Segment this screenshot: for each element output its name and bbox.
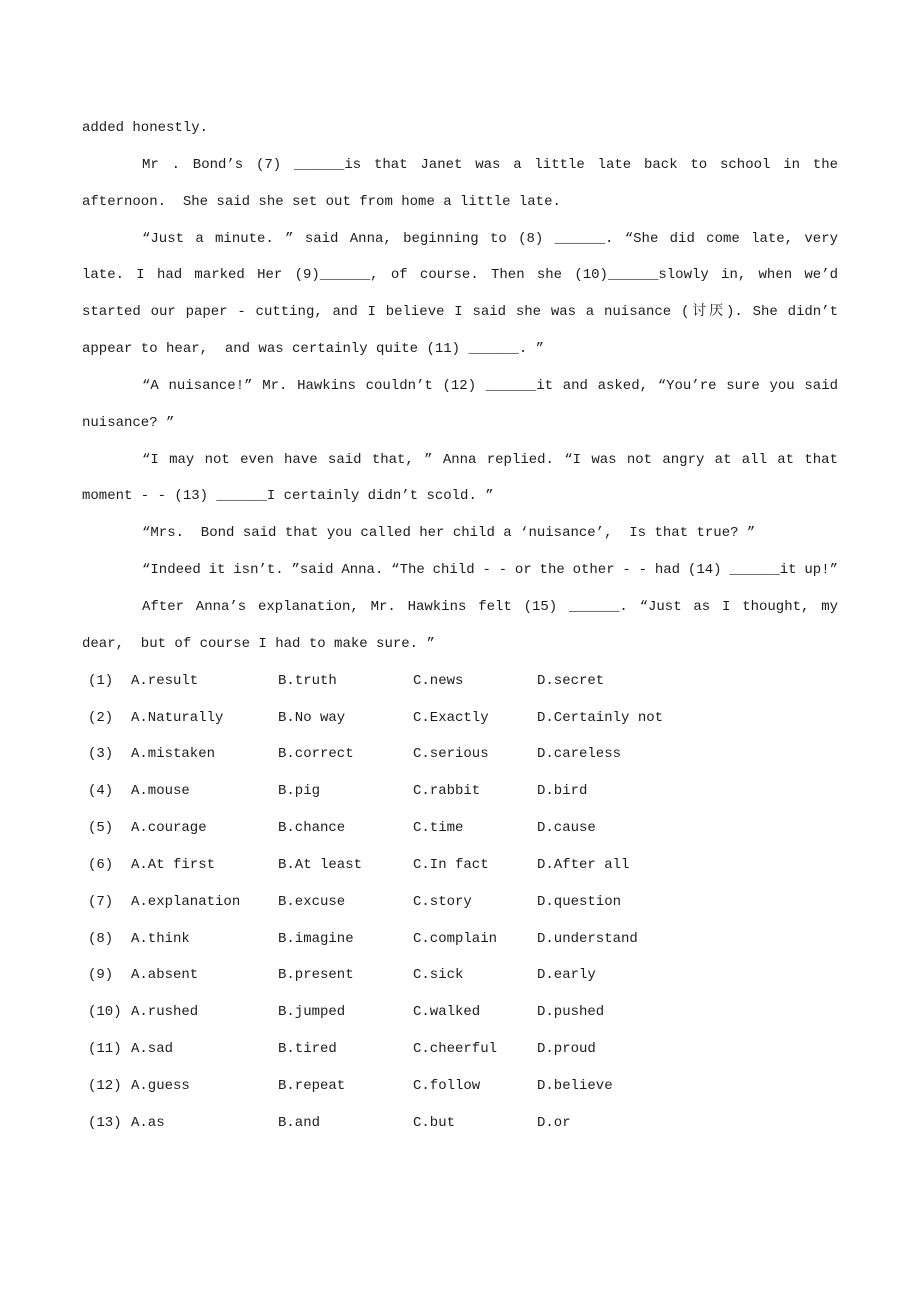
option-b: B.and: [278, 1114, 321, 1131]
text-line: “Just a minute. ” said Anna, beginning to (8) ______. “She did come late, very: [142, 230, 838, 247]
option-b: B.No way: [278, 709, 346, 726]
question-row: [82, 773, 838, 810]
text-line: dear, but of course I had to make sure. ”: [82, 635, 435, 652]
option-c: C.walked: [413, 1004, 481, 1021]
text-line: moment - - (13) ______I certainly didn’t scold. ”: [82, 488, 494, 505]
question-row: [82, 884, 838, 921]
option-d: D.early: [537, 967, 596, 984]
question-number: (5): [88, 820, 114, 837]
option-d: D.careless: [537, 746, 622, 763]
option-d: D.Certainly not: [537, 709, 664, 726]
option-b: B.jumped: [278, 1004, 346, 1021]
option-d: D.cause: [537, 820, 596, 837]
option-a: A.Naturally: [131, 709, 224, 726]
option-b: B.repeat: [278, 1077, 346, 1094]
question-number: (1): [88, 672, 114, 689]
option-c: C.sick: [413, 967, 464, 984]
option-b: B.chance: [278, 820, 346, 837]
option-a: A.mouse: [131, 783, 190, 800]
text-line: “Mrs. Bond said that you called her child a ‘nuisance’, Is that true? ”: [142, 525, 756, 542]
option-d: D.believe: [537, 1077, 613, 1094]
question-number: (7): [88, 893, 114, 910]
question-row: [82, 847, 838, 884]
option-b: B.imagine: [278, 930, 354, 947]
option-a: A.sad: [131, 1041, 174, 1058]
option-c: C.rabbit: [413, 783, 481, 800]
option-a: A.as: [131, 1114, 165, 1131]
option-a: A.rushed: [131, 1004, 199, 1021]
option-b: B.pig: [278, 783, 321, 800]
question-number: (12): [88, 1077, 122, 1094]
question-number: (2): [88, 709, 114, 726]
option-a: A.guess: [131, 1077, 190, 1094]
option-a: A.explanation: [131, 893, 241, 910]
question-row: [82, 700, 838, 737]
text-line: started our paper - cutting, and I believe I said she was a nuisance (讨厌). She didn’t: [82, 304, 838, 321]
question-number: (3): [88, 746, 114, 763]
option-c: C.follow: [413, 1077, 481, 1094]
question-row: [82, 663, 838, 700]
question-number: (4): [88, 783, 114, 800]
option-d: D.question: [537, 893, 622, 910]
option-b: B.truth: [278, 672, 337, 689]
question-row: [82, 810, 838, 847]
option-d: D.pushed: [537, 1004, 605, 1021]
question-row: [82, 1105, 838, 1142]
question-row: [82, 1031, 838, 1068]
option-d: D.secret: [537, 672, 605, 689]
question-number: (13): [88, 1114, 122, 1131]
question-number: (11): [88, 1041, 122, 1058]
option-b: B.At least: [278, 856, 363, 873]
text-line: appear to hear, and was certainly quite (11) ______. ”: [82, 341, 545, 358]
text-line: “A nuisance!” Mr. Hawkins couldn’t (12) ______it and asked, “You’re sure you said: [142, 377, 838, 394]
question-number: (9): [88, 967, 114, 984]
option-b: B.tired: [278, 1041, 337, 1058]
question-row: [82, 957, 838, 994]
option-c: C.cheerful: [413, 1041, 498, 1058]
option-a: A.result: [131, 672, 199, 689]
text-line: afternoon. She said she set out from home a little late.: [82, 193, 561, 210]
option-c: C.story: [413, 893, 472, 910]
option-c: C.but: [413, 1114, 456, 1131]
option-d: D.or: [537, 1114, 571, 1131]
question-number: (10): [88, 1004, 122, 1021]
option-b: B.correct: [278, 746, 354, 763]
question-row: [82, 736, 838, 773]
text-line: late. I had marked Her (9)______, of course. Then she (10)______slowly in, when we’d: [82, 267, 838, 284]
text-line: nuisance? ”: [82, 414, 175, 431]
option-c: C.In fact: [413, 856, 489, 873]
option-c: C.serious: [413, 746, 489, 763]
option-c: C.news: [413, 672, 464, 689]
option-c: C.time: [413, 820, 464, 837]
option-b: B.present: [278, 967, 354, 984]
text-line: After Anna’s explanation, Mr. Hawkins felt (15) ______. “Just as I thought, my: [142, 598, 838, 615]
option-a: A.mistaken: [131, 746, 216, 763]
option-c: C.Exactly: [413, 709, 489, 726]
question-row: [82, 921, 838, 958]
option-d: D.proud: [537, 1041, 596, 1058]
question-number: (6): [88, 856, 114, 873]
option-b: B.excuse: [278, 893, 346, 910]
option-d: D.understand: [537, 930, 638, 947]
option-c: C.complain: [413, 930, 498, 947]
text-line: “Indeed it isn’t. ”said Anna. “The child - - or the other - - had (14) ______it up!”: [142, 562, 838, 579]
question-row: [82, 994, 838, 1031]
text-line: added honestly.: [82, 120, 209, 136]
option-a: A.courage: [131, 820, 207, 837]
option-a: A.At first: [131, 856, 216, 873]
option-a: A.think: [131, 930, 190, 947]
question-row: [82, 1068, 838, 1105]
option-a: A.absent: [131, 967, 199, 984]
question-number: (8): [88, 930, 114, 947]
text-line: “I may not even have said that, ” Anna replied. “I was not angry at all at that: [142, 451, 838, 468]
text-line: Mr . Bond’s (7) ______is that Janet was a little late back to school in the: [142, 156, 838, 173]
option-d: D.After all: [537, 856, 630, 873]
option-d: D.bird: [537, 783, 588, 800]
